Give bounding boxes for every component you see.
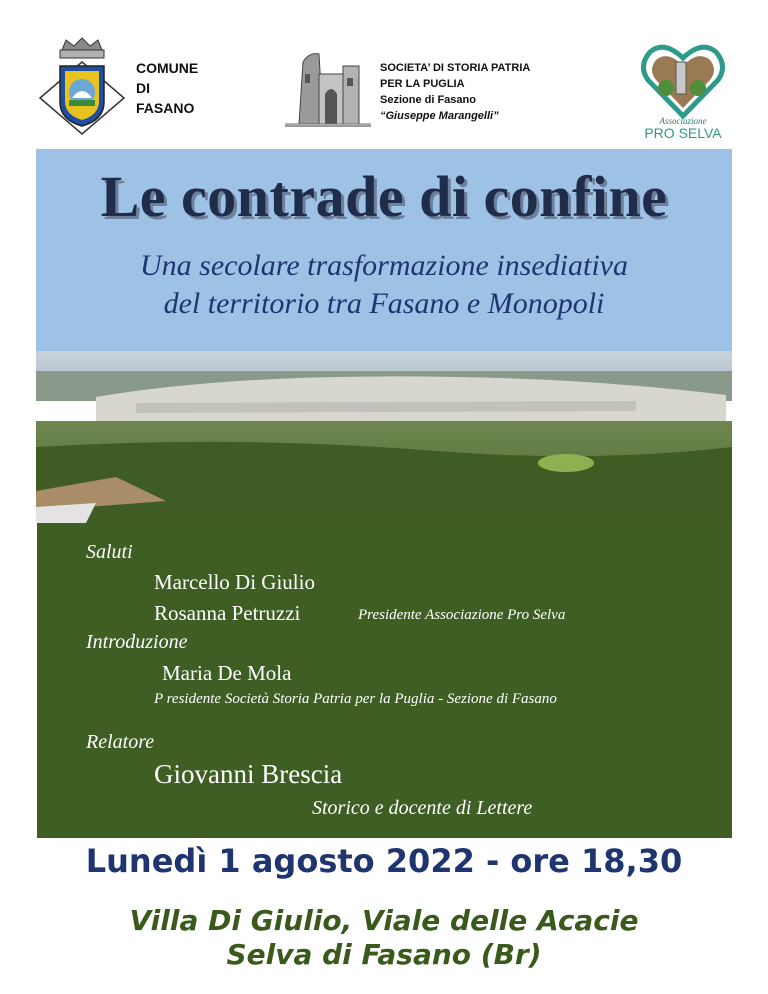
comune-line-1: COMUNE — [136, 60, 199, 76]
title-banner — [36, 149, 732, 351]
event-subtitle — [36, 247, 732, 323]
program-panel — [37, 523, 732, 838]
event-date: Lunedì 1 agosto 2022 - ore 18,30 — [85, 842, 683, 880]
societa-line-2: PER LA PUGLIA — [380, 78, 465, 90]
subtitle-line-2: del territorio tra Fasano e Monopoli — [163, 287, 605, 320]
saluti-label: Saluti — [86, 541, 133, 563]
pro-selva-small-label: Associazione — [659, 116, 707, 126]
comune-line-3: FASANO — [136, 100, 195, 116]
speaker-marcello: Marcello Di Giulio — [154, 570, 315, 594]
relatore-label: Relatore — [86, 731, 155, 753]
event-place-line-2: Selva di Fasano (Br) — [226, 938, 542, 971]
societa-line-3: Sezione di Fasano — [380, 94, 476, 106]
speaker-rosanna-role: Presidente Associazione Pro Selva — [358, 607, 566, 623]
event-place-line-1: Villa Di Giulio, Viale delle Acacie — [129, 904, 639, 937]
speaker-maria: Maria De Mola — [162, 661, 292, 685]
event-title: Le contrade di confine — [100, 164, 668, 229]
speaker-giovanni-role: Storico e docente di Lettere — [312, 797, 533, 819]
landscape-photo — [36, 351, 732, 523]
speaker-maria-role: P residente Società Storia Patria per la Puglia - Sezione di Fasano — [154, 691, 557, 707]
pro-selva-big-label: PRO SELVA — [644, 125, 722, 140]
societa-line-1: SOCIETA’ DI STORIA PATRIA — [380, 62, 531, 74]
comune-name — [136, 58, 198, 118]
subtitle-line-1: Una secolare trasformazione insediativa — [139, 249, 628, 282]
speaker-rosanna: Rosanna Petruzzi — [154, 601, 301, 625]
speaker-giovanni: Giovanni Brescia — [154, 759, 343, 789]
introduzione-label: Introduzione — [86, 631, 188, 653]
comune-line-2: DI — [136, 80, 150, 96]
pro-selva-logo — [636, 36, 730, 140]
castle-sketch-logo — [285, 44, 371, 130]
societa-line-4: “Giuseppe Marangelli” — [380, 110, 499, 122]
societa-storia-patria-text — [380, 60, 530, 124]
comune-coat-of-arms-logo — [36, 36, 128, 140]
